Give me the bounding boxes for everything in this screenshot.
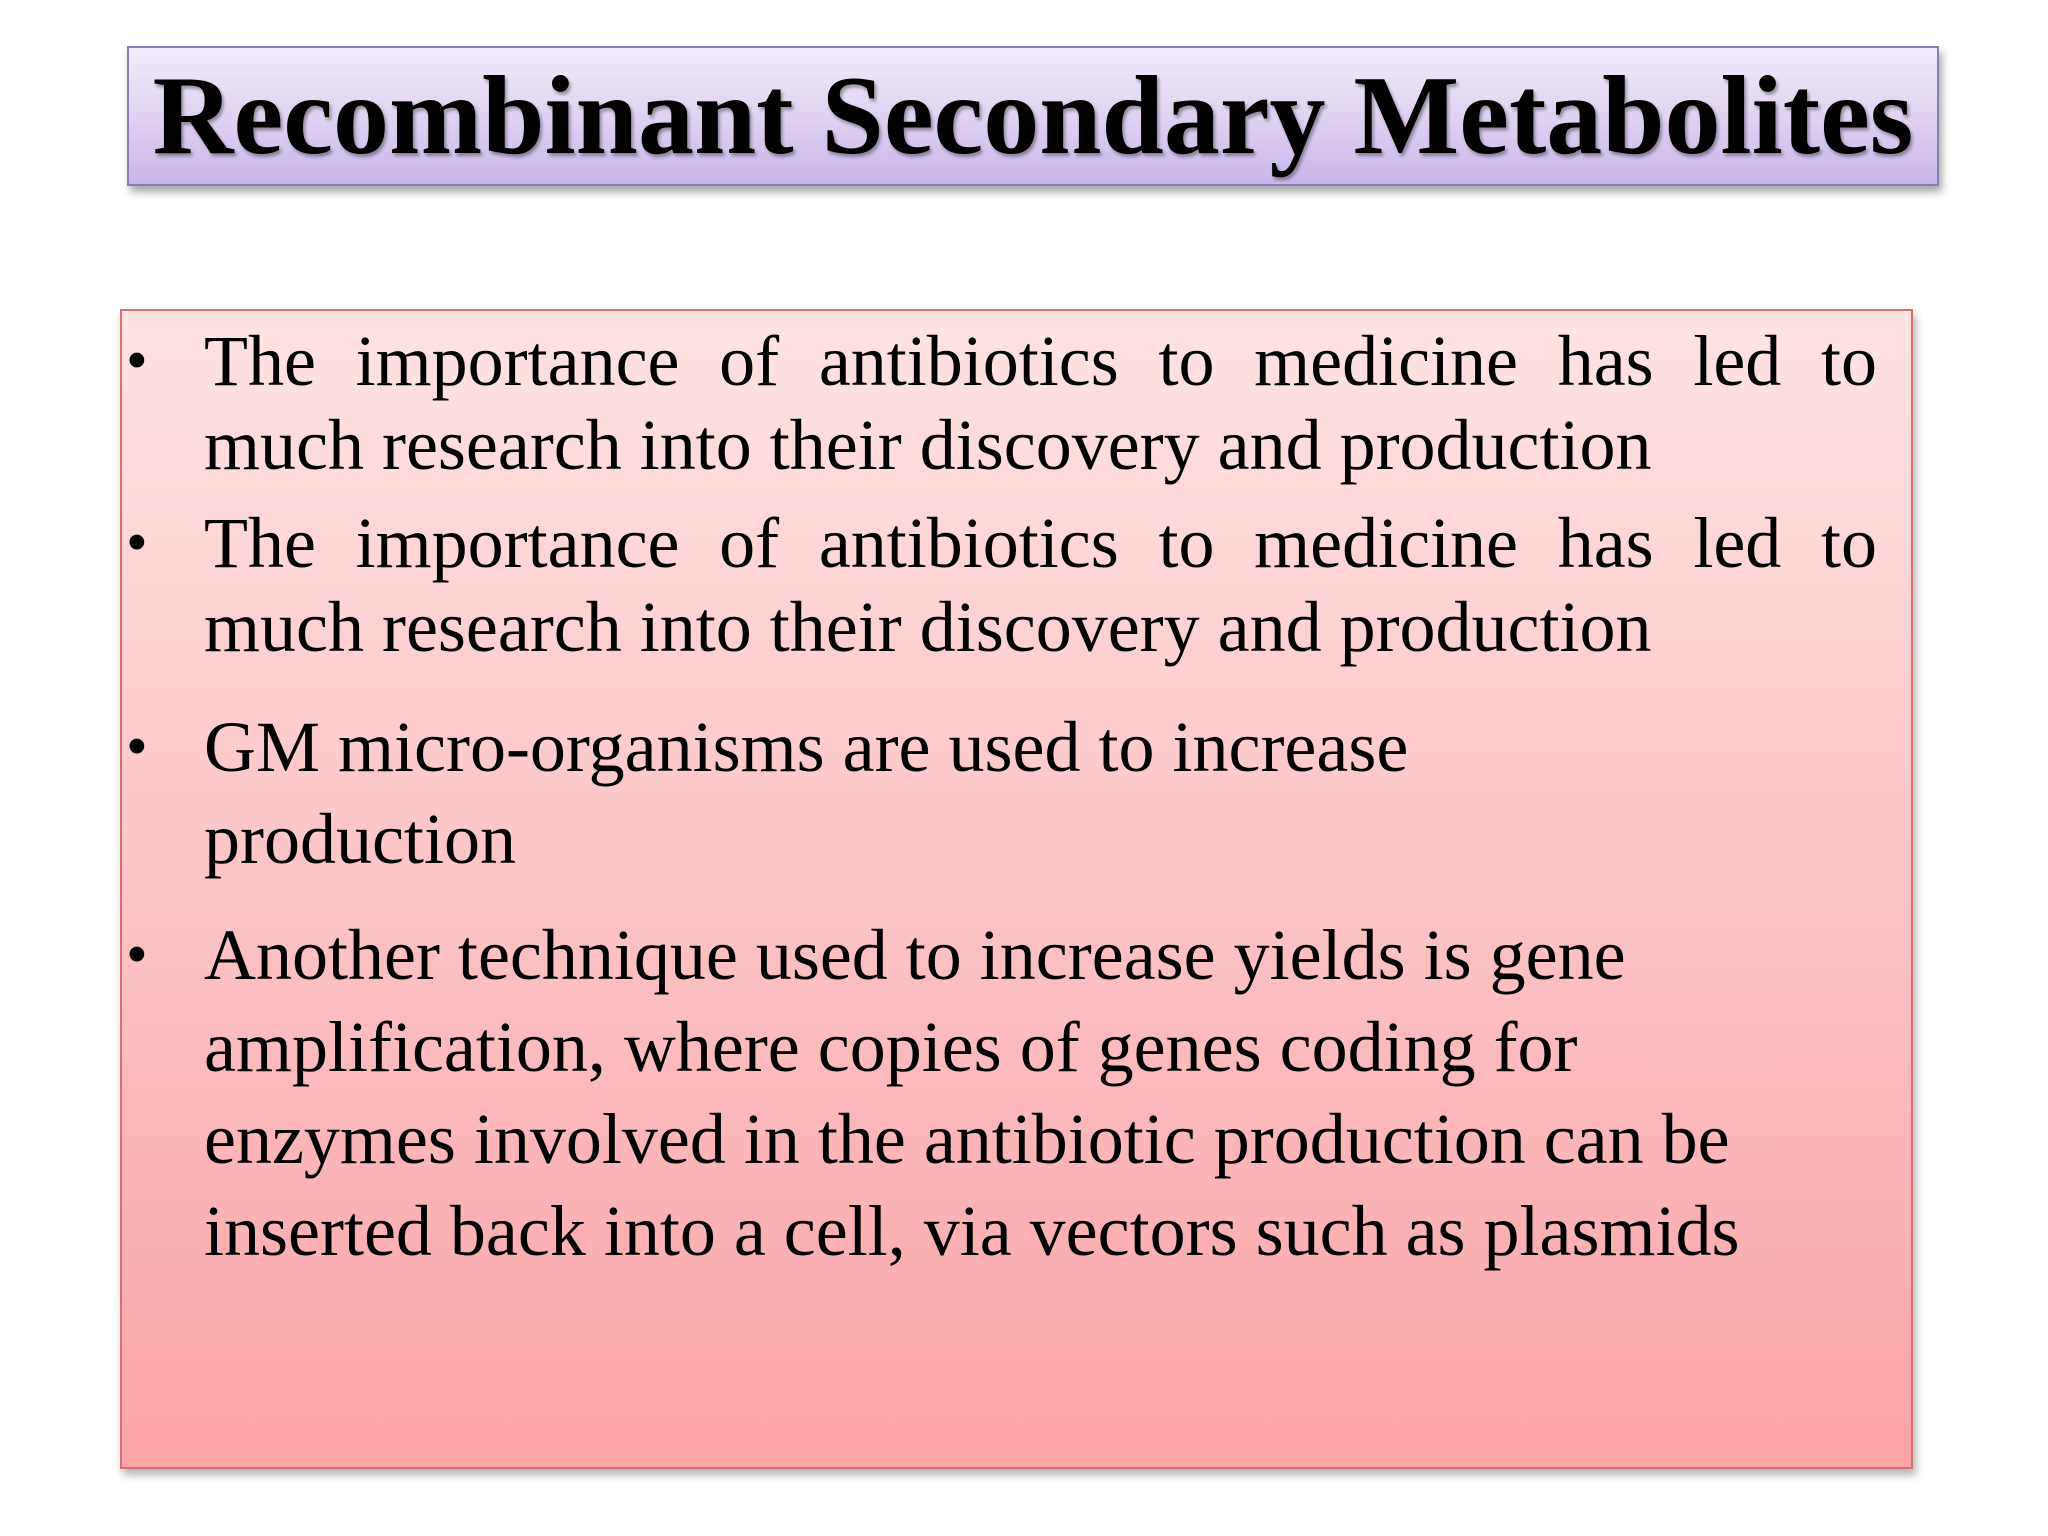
bullet-dot-icon: • xyxy=(126,713,148,781)
bullet-dot-icon: • xyxy=(126,921,148,989)
slide-title: Recombinant Secondary Metabolites xyxy=(152,54,1914,178)
bullet-dot-icon: • xyxy=(126,327,148,395)
bullet-text: GM micro-organisms are used to increase production xyxy=(204,707,1409,879)
title-box xyxy=(127,46,1939,186)
bullet-text: The importance of antibiotics to medicine has led to much research into their discovery and production xyxy=(204,503,1877,667)
bullet-text: The importance of antibiotics to medicine has led to much research into their discovery and production xyxy=(204,321,1877,485)
content-box xyxy=(120,309,1913,1469)
bullet-dot-icon: • xyxy=(126,509,148,577)
bullet-text: Another technique used to increase yields is gene amplification, where copies of genes coding for enzymes involved in the antibiotic production can be inserted back into a cell, via vectors such as plasmids xyxy=(204,915,1740,1271)
